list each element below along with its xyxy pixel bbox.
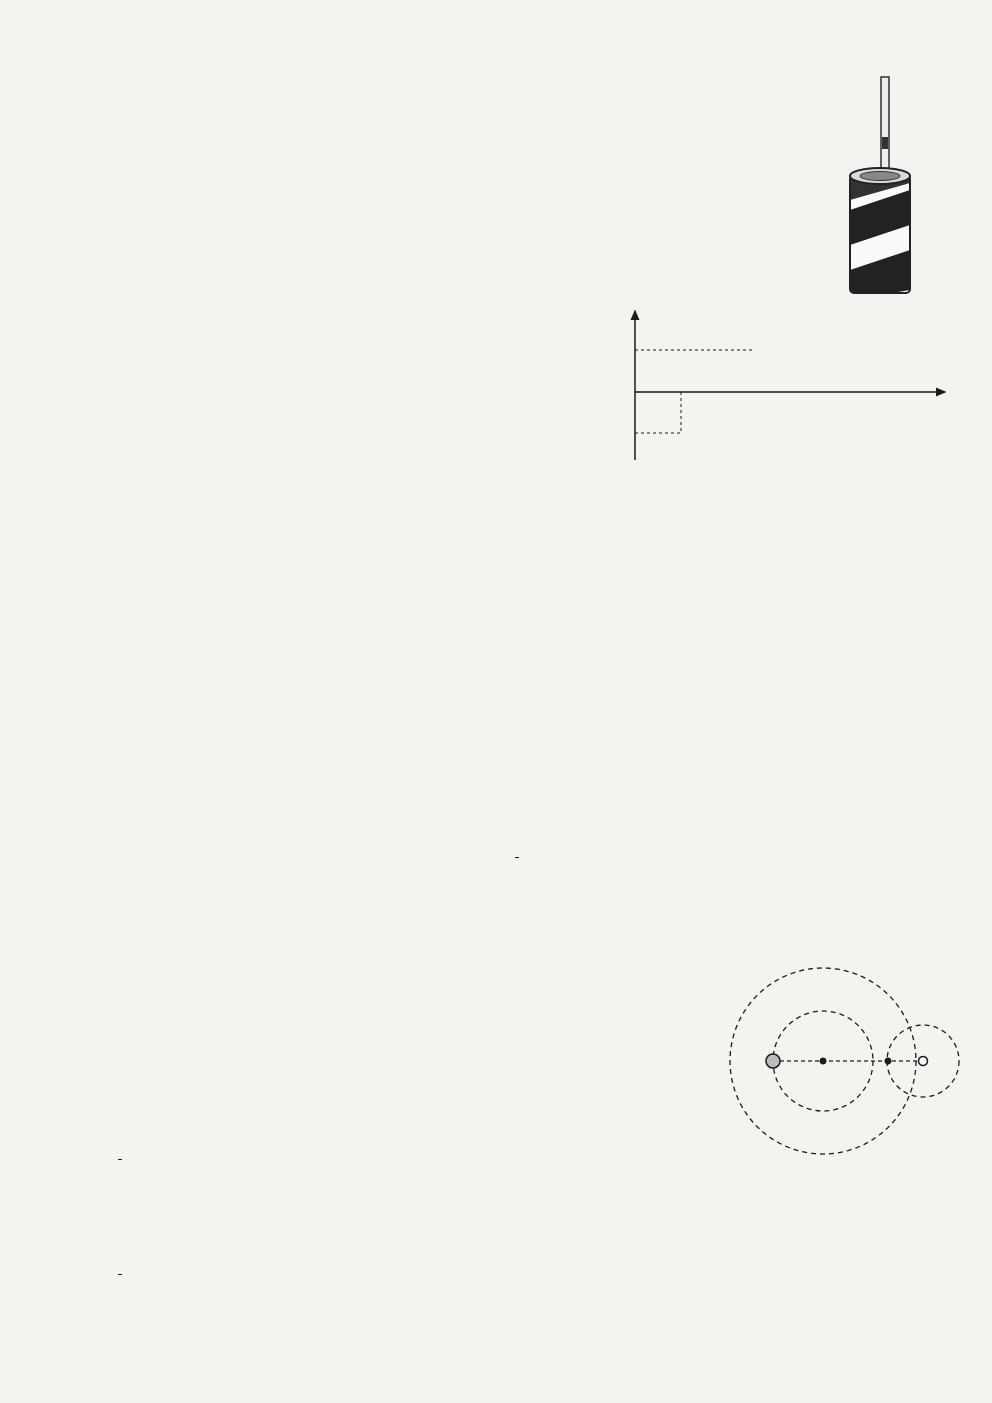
q5-option-d-numerator (515, 857, 519, 858)
star-b (919, 1057, 928, 1066)
can-thermometer-illustration (840, 75, 930, 300)
q5-option-d-fraction (515, 857, 519, 858)
binary-star-diagram (718, 966, 966, 1156)
q6-option-b (118, 1147, 122, 1170)
q6-option-b-fraction (118, 1159, 122, 1160)
q6-option-d-fraction (118, 1274, 122, 1275)
wave-graph (605, 305, 950, 465)
satellite-c (885, 1058, 892, 1065)
q6-option-d (118, 1262, 122, 1285)
q5-option-d (515, 845, 519, 868)
q6-option-b-numerator (118, 1159, 122, 1160)
q6-option-d-numerator (118, 1274, 122, 1275)
star-a (766, 1054, 780, 1068)
center-o (820, 1058, 827, 1065)
